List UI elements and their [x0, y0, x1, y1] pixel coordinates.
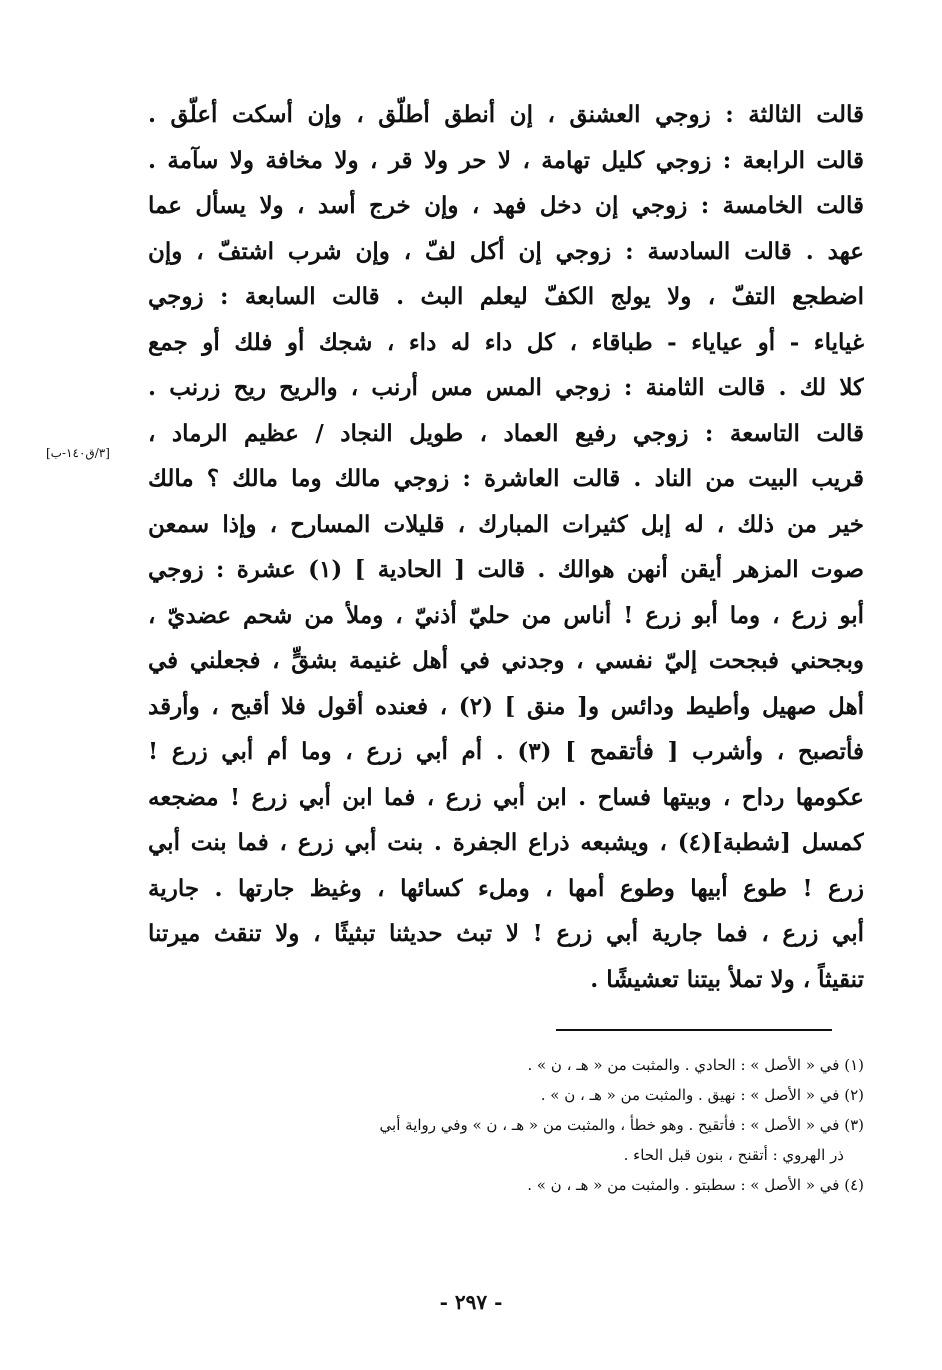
- text-line: اضطجع التفّ ، ولا يولج الكفّ ليعلم البث . قالت السابعة : زوجي: [148, 283, 864, 310]
- text-line: كمسل [شطبة](٤) ، ويشبعه ذراع الجفرة . بنت أبي زرع ، فما بنت أبي: [148, 829, 864, 856]
- text-line: تنقيثاً ، ولا تملأ بيتنا تعشيشًا .: [590, 965, 864, 993]
- text-line: صوت المزهر أيقن أنهن هوالك . قالت [ الحادية ] (١) عشرة : زوجي: [148, 556, 864, 583]
- text-line: عكومها رداح ، وبيتها فساح . ابن أبي زرع ، فما ابن أبي زرع ! مضجعه: [148, 783, 864, 811]
- text-line: غياياء - أو عياياء - طباقاء ، كل داء له داء ، شجك أو فلك أو جمع: [148, 328, 864, 356]
- footnote-1: (١) في « الأصل » : الحادي . والمثبت من « هـ ، ن » .: [527, 1056, 864, 1074]
- text-line: زرع ! طوع أبيها وطوع أمها ، وملء كسائها ، وغيظ جارتها . جارية: [148, 874, 864, 902]
- text-line: قريب البيت من الناد . قالت العاشرة : زوجي مالك وما مالك ؟ مالك: [148, 465, 864, 492]
- text-line: وبجحني فبجحت إليّ نفسي ، وجدني في أهل غنيمة بشقٍّ ، فجعلني في: [148, 647, 864, 674]
- footnote-separator: [556, 1029, 832, 1031]
- footnote-4: (٤) في « الأصل » : سطبتو . والمثبت من « هـ ، ن » .: [527, 1176, 864, 1194]
- text-line: كلا لك . قالت الثامنة : زوجي المس مس أرنب ، والريح ريح زرنب .: [148, 374, 864, 401]
- main-text-block: [148, 92, 864, 1002]
- text-line: أبي زرع ، فما جارية أبي زرع ! لا تبث حديثنا تبثيثًا ، ولا تنقث ميرتنا: [148, 920, 864, 947]
- text-line: قالت الخامسة : زوجي إن دخل فهد ، وإن خرج أسد ، ولا يسأل عما: [148, 192, 864, 219]
- footnote-2: (٢) في « الأصل » : نهيق . والمثبت من « هـ ، ن » .: [540, 1086, 864, 1104]
- footnote-3-continuation: ذر الهروي : أتقنح ، بنون قبل الحاء .: [623, 1146, 844, 1164]
- text-line: أبو زرع ، وما أبو زرع ! أناس من حليّ أذنيّ ، وملأ من شحم عضديّ ،: [148, 601, 864, 629]
- text-line: فأتصبح ، وأشرب [ فأتقمح ] (٣) . أم أبي زرع ، وما أم أبي زرع !: [148, 738, 864, 765]
- text-line: أهل صهيل وأطيط ودائس و[ منق ] (٢) ، فعنده أقول فلا أقبح ، وأرقد: [148, 692, 864, 720]
- manuscript-folio-marker: [٣/ق١٤٠-ب]: [46, 446, 110, 460]
- page-number: - ٢٩٧ -: [439, 1290, 503, 1314]
- footnotes: [148, 1050, 864, 1200]
- footnote-3: (٣) في « الأصل » : فأتقيح . وهو خطأ ، والمثبت من « هـ ، ن » وفي رواية أبي: [379, 1116, 864, 1134]
- text-line: خير من ذلك ، له إبل كثيرات المبارك ، قليلات المسارح ، وإذا سمعن: [148, 510, 864, 538]
- text-line: عهد . قالت السادسة : زوجي إن أكل لفّ ، وإن شرب اشتفّ ، وإن: [148, 237, 864, 265]
- text-line: قالت التاسعة : زوجي رفيع العماد ، طويل النجاد / عظيم الرماد ،: [148, 419, 864, 447]
- text-line: قالت الرابعة : زوجي كليل تهامة ، لا حر ولا قر ، ولا مخافة ولا سآمة .: [148, 146, 864, 174]
- text-line: قالت الثالثة : زوجي العشنق ، إن أنطق أطلّق ، وإن أسكت أعلّق .: [148, 101, 864, 128]
